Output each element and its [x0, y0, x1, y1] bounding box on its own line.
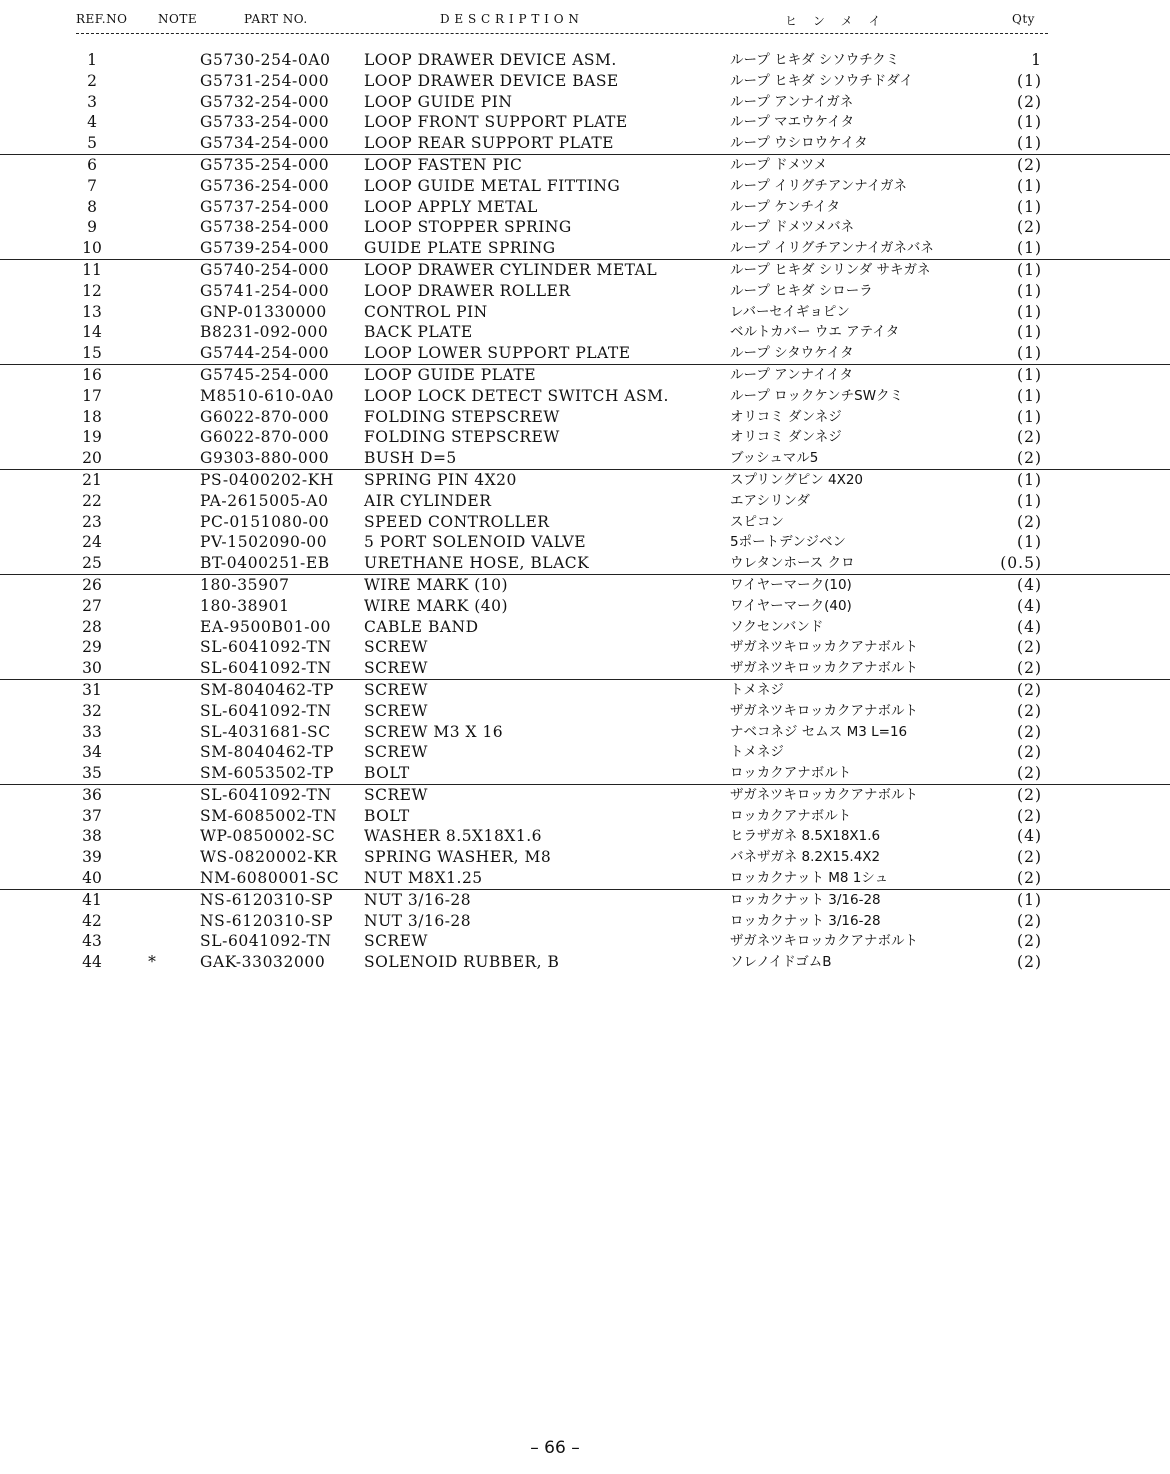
part-no-cell: 180-35907: [200, 575, 290, 594]
table-row: [0, 197, 1170, 218]
qty-cell: (1): [1017, 71, 1042, 90]
qty-cell: (1): [1017, 323, 1042, 342]
ref-no-cell: 7: [87, 176, 97, 195]
part-no-cell: SM-8040462-TP: [200, 680, 335, 699]
ref-no-cell: 9: [87, 218, 97, 237]
table-row: [0, 491, 1170, 512]
description-cell: NUT 3/16-28: [364, 911, 472, 930]
qty-cell: (1): [1017, 890, 1042, 909]
qty-cell: (2): [1017, 848, 1042, 867]
description-cell: SPRING WASHER, M8: [364, 848, 552, 867]
ref-no-cell: 15: [82, 344, 102, 363]
table-row: [0, 154, 1170, 176]
description-cell: SCREW M3 X 16: [364, 722, 504, 741]
table-row: [0, 112, 1170, 133]
description-cell: GUIDE PLATE SPRING: [364, 239, 556, 258]
part-no-cell: M8510-610-0A0: [200, 386, 335, 405]
ref-no-cell: 23: [82, 512, 102, 531]
part-no-cell: SL-4031681-SC: [200, 722, 331, 741]
ref-no-cell: 35: [82, 764, 102, 783]
part-no-cell: G5740-254-000: [200, 260, 330, 279]
kana-cell: オリコミ ダンネジ: [730, 429, 842, 446]
qty-cell: (2): [1017, 953, 1042, 972]
kana-cell: トメネジ: [730, 744, 784, 761]
table-row: [0, 617, 1170, 638]
ref-no-cell: 30: [82, 659, 102, 678]
part-no-cell: NS-6120310-SP: [200, 890, 334, 909]
table-row: [0, 784, 1170, 806]
description-cell: SPEED CONTROLLER: [364, 512, 550, 531]
kana-cell: ナベコネジ セムス M3 L=16: [730, 723, 908, 740]
qty-cell: (2): [1017, 659, 1042, 678]
description-cell: BUSH D=5: [364, 449, 457, 468]
kana-cell: ブッシュマル5: [730, 450, 819, 467]
ref-no-cell: 33: [82, 722, 102, 741]
description-cell: NUT 3/16-28: [364, 890, 472, 909]
description-cell: 5 PORT SOLENOID VALVE: [364, 533, 587, 552]
ref-no-cell: 34: [82, 743, 102, 762]
table-row: [0, 637, 1170, 658]
kana-cell: ウレタンホース クロ: [730, 555, 855, 572]
qty-cell: (2): [1017, 638, 1042, 657]
table-row: [0, 259, 1170, 281]
header-rule: [76, 33, 1048, 34]
qty-cell: (0.5): [1000, 554, 1042, 573]
kana-cell: ワイヤーマーク(10): [730, 576, 852, 593]
qty-cell: (1): [1017, 239, 1042, 258]
qty-cell: (1): [1017, 470, 1042, 489]
table-row: [0, 469, 1170, 491]
table-row: [0, 806, 1170, 827]
ref-no-cell: 28: [82, 617, 102, 636]
kana-cell: ループ イリグチアンナイガネバネ: [730, 240, 934, 257]
table-row: [0, 281, 1170, 302]
part-no-cell: SM-6053502-TP: [200, 764, 335, 783]
ref-no-cell: 42: [82, 911, 102, 930]
description-cell: LOOP STOPPER SPRING: [364, 218, 572, 237]
kana-cell: ソレノイドゴムB: [730, 954, 832, 971]
ref-no-cell: 43: [82, 932, 102, 951]
description-cell: LOOP GUIDE PIN: [364, 92, 513, 111]
ref-no-cell: 21: [82, 470, 102, 489]
kana-cell: ループ アンナイガネ: [730, 93, 854, 110]
table-row: [0, 71, 1170, 92]
kana-cell: ロッカクナット 3/16-28: [730, 891, 881, 908]
description-cell: SCREW: [364, 680, 428, 699]
ref-no-cell: 31: [82, 680, 102, 699]
ref-no-cell: 17: [82, 386, 102, 405]
part-no-cell: SL-6041092-TN: [200, 785, 332, 804]
qty-cell: (2): [1017, 869, 1042, 888]
ref-no-cell: 27: [82, 596, 102, 615]
kana-cell: レバーセイギョピン: [730, 303, 850, 320]
table-row: [0, 701, 1170, 722]
qty-cell: (1): [1017, 197, 1042, 216]
table-row: [0, 343, 1170, 364]
kana-cell: ザガネツキロッカクアナボルト: [730, 639, 919, 656]
kana-cell: ループ ウシロウケイタ: [730, 135, 868, 152]
part-no-cell: G5744-254-000: [200, 344, 330, 363]
header-part-no: PART NO.: [244, 12, 308, 26]
ref-no-cell: 8: [87, 197, 97, 216]
ref-no-cell: 11: [82, 260, 102, 279]
table-row: [0, 512, 1170, 533]
qty-cell: (2): [1017, 449, 1042, 468]
kana-cell: ザガネツキロッカクアナボルト: [730, 933, 919, 950]
table-row: [0, 322, 1170, 343]
part-no-cell: G5745-254-000: [200, 365, 330, 384]
part-no-cell: G5735-254-000: [200, 155, 330, 174]
description-cell: SCREW: [364, 659, 428, 678]
table-row: [0, 574, 1170, 596]
kana-cell: ループ ドメツメ: [730, 156, 828, 173]
part-no-cell: WP-0850002-SC: [200, 827, 336, 846]
kana-cell: ループ シタウケイタ: [730, 345, 854, 362]
part-no-cell: WS-0820002-KR: [200, 848, 338, 867]
kana-cell: ワイヤーマーク(40): [730, 597, 852, 614]
part-no-cell: NS-6120310-SP: [200, 911, 334, 930]
ref-no-cell: 3: [87, 92, 97, 111]
table-row: [0, 658, 1170, 679]
description-cell: NUT M8X1.25: [364, 869, 483, 888]
part-no-cell: B8231-092-000: [200, 323, 329, 342]
qty-cell: (4): [1017, 617, 1042, 636]
kana-cell: エアシリンダ: [730, 492, 810, 509]
description-cell: SCREW: [364, 932, 428, 951]
ref-no-cell: 39: [82, 848, 102, 867]
qty-cell: (1): [1017, 302, 1042, 321]
table-row: [0, 92, 1170, 113]
table-row: [0, 952, 1170, 973]
description-cell: URETHANE HOSE, BLACK: [364, 554, 590, 573]
description-cell: LOOP LOWER SUPPORT PLATE: [364, 344, 631, 363]
description-cell: FOLDING STEPSCREW: [364, 407, 560, 426]
description-cell: LOOP REAR SUPPORT PLATE: [364, 134, 614, 153]
table-row: [0, 50, 1170, 71]
table-row: [0, 847, 1170, 868]
part-no-cell: G5741-254-000: [200, 281, 330, 300]
header-kana: ヒ ン メ イ: [785, 14, 887, 28]
description-cell: FOLDING STEPSCREW: [364, 428, 560, 447]
qty-cell: (1): [1017, 344, 1042, 363]
part-no-cell: G5738-254-000: [200, 218, 330, 237]
table-row: [0, 553, 1170, 574]
table-row: [0, 386, 1170, 407]
header-note: NOTE: [158, 12, 198, 26]
qty-cell: (2): [1017, 806, 1042, 825]
kana-cell: スプリングピン 4X20: [730, 471, 863, 488]
part-no-cell: G6022-870-000: [200, 407, 330, 426]
kana-cell: バネザガネ 8.2X15.4X2: [730, 849, 881, 866]
description-cell: LOOP DRAWER DEVICE BASE: [364, 71, 619, 90]
table-row: [0, 911, 1170, 932]
description-cell: BOLT: [364, 806, 410, 825]
header-qty: Qty: [1012, 12, 1035, 26]
kana-cell: ループ ドメツメバネ: [730, 219, 855, 236]
table-row: [0, 176, 1170, 197]
ref-no-cell: 22: [82, 491, 102, 510]
part-no-cell: G6022-870-000: [200, 428, 330, 447]
kana-cell: ループ イリグチアンナイガネ: [730, 177, 907, 194]
table-row: [0, 448, 1170, 469]
qty-cell: (1): [1017, 491, 1042, 510]
table-row: [0, 763, 1170, 784]
part-no-cell: NM-6080001-SC: [200, 869, 340, 888]
qty-cell: (1): [1017, 260, 1042, 279]
description-cell: SCREW: [364, 638, 428, 657]
qty-cell: (1): [1017, 407, 1042, 426]
description-cell: BOLT: [364, 764, 410, 783]
qty-cell: (1): [1017, 365, 1042, 384]
part-no-cell: G9303-880-000: [200, 449, 330, 468]
qty-cell: (2): [1017, 680, 1042, 699]
part-no-cell: G5733-254-000: [200, 113, 330, 132]
kana-cell: ループ ヒキダ シソウチドダイ: [730, 72, 914, 89]
description-cell: LOOP GUIDE PLATE: [364, 365, 537, 384]
ref-no-cell: 19: [82, 428, 102, 447]
description-cell: BACK PLATE: [364, 323, 473, 342]
description-cell: SCREW: [364, 785, 428, 804]
qty-cell: (1): [1017, 134, 1042, 153]
kana-cell: ループ ヒキダ シリンダ サキガネ: [730, 261, 931, 278]
table-row: [0, 722, 1170, 743]
kana-cell: ザガネツキロッカクアナボルト: [730, 660, 919, 677]
description-cell: AIR CYLINDER: [364, 491, 492, 510]
ref-no-cell: 32: [82, 701, 102, 720]
qty-cell: (2): [1017, 764, 1042, 783]
kana-cell: ループ ヒキダ シソウチクミ: [730, 52, 900, 68]
kana-cell: ループ アンナイイタ: [730, 366, 853, 383]
kana-cell: ロッカクアナボルト: [730, 807, 852, 824]
qty-cell: (2): [1017, 722, 1042, 741]
table-row: [0, 133, 1170, 154]
ref-no-cell: 26: [82, 575, 102, 594]
qty-cell: (4): [1017, 827, 1042, 846]
part-no-cell: SM-6085002-TN: [200, 806, 338, 825]
kana-cell: ザガネツキロッカクアナボルト: [730, 786, 919, 803]
ref-no-cell: 10: [82, 239, 102, 258]
part-no-cell: G5737-254-000: [200, 197, 330, 216]
table-row: [0, 826, 1170, 847]
part-no-cell: G5736-254-000: [200, 176, 330, 195]
ref-no-cell: 44: [82, 953, 102, 972]
ref-no-cell: 1: [87, 51, 97, 69]
kana-cell: 5ポートデンジベン: [730, 534, 846, 551]
part-no-cell: PV-1502090-00: [200, 533, 328, 552]
qty-cell: (2): [1017, 512, 1042, 531]
part-no-cell: BT-0400251-EB: [200, 554, 330, 573]
description-cell: LOOP DRAWER DEVICE ASM.: [364, 51, 617, 69]
part-no-cell: GNP-01330000: [200, 302, 327, 321]
description-cell: SPRING PIN 4X20: [364, 470, 517, 489]
part-no-cell: PS-0400202-KH: [200, 470, 335, 489]
part-no-cell: EA-9500B01-00: [200, 617, 332, 636]
qty-cell: (1): [1017, 281, 1042, 300]
part-no-cell: 180-38901: [200, 596, 290, 615]
kana-cell: トメネジ: [730, 681, 784, 698]
ref-no-cell: 40: [82, 869, 102, 888]
ref-no-cell: 13: [82, 302, 102, 321]
header-ref-no: REF.NO: [76, 12, 128, 26]
kana-cell: ロッカクアナボルト: [730, 765, 852, 782]
description-cell: LOOP LOCK DETECT SWITCH ASM.: [364, 386, 669, 405]
part-no-cell: G5732-254-000: [200, 92, 330, 111]
ref-no-cell: 14: [82, 323, 102, 342]
description-cell: LOOP DRAWER CYLINDER METAL: [364, 260, 658, 279]
header-description: D E S C R I P T I O N: [440, 12, 580, 26]
qty-cell: (1): [1017, 176, 1042, 195]
ref-no-cell: 37: [82, 806, 102, 825]
description-cell: WASHER 8.5X18X1.6: [364, 827, 542, 846]
part-no-cell: SL-6041092-TN: [200, 932, 332, 951]
page-number: – 66 –: [530, 1438, 580, 1458]
description-cell: LOOP GUIDE METAL FITTING: [364, 176, 621, 195]
qty-cell: (2): [1017, 92, 1042, 111]
qty-cell: (2): [1017, 911, 1042, 930]
part-no-cell: G5734-254-000: [200, 134, 330, 153]
description-cell: CONTROL PIN: [364, 302, 488, 321]
table-row: [0, 742, 1170, 763]
ref-no-cell: 36: [82, 785, 102, 804]
ref-no-cell: 18: [82, 407, 102, 426]
qty-cell: (2): [1017, 701, 1042, 720]
table-row: [0, 217, 1170, 238]
description-cell: SOLENOID RUBBER, B: [364, 953, 560, 972]
kana-cell: ベルトカバー ウエ アテイタ: [730, 324, 900, 341]
qty-cell: (2): [1017, 743, 1042, 762]
qty-cell: (2): [1017, 155, 1042, 174]
table-row: [0, 931, 1170, 952]
part-no-cell: SM-8040462-TP: [200, 743, 335, 762]
table-row: [0, 868, 1170, 889]
part-no-cell: SL-6041092-TN: [200, 638, 332, 657]
ref-no-cell: 24: [82, 533, 102, 552]
ref-no-cell: 5: [87, 134, 97, 153]
part-no-cell: G5739-254-000: [200, 239, 330, 258]
qty-cell: (2): [1017, 428, 1042, 447]
table-row: [0, 679, 1170, 701]
ref-no-cell: 16: [82, 365, 102, 384]
ref-no-cell: 25: [82, 554, 102, 573]
description-cell: SCREW: [364, 743, 428, 762]
ref-no-cell: 41: [82, 890, 102, 909]
table-row: [0, 302, 1170, 323]
ref-no-cell: 12: [82, 281, 102, 300]
description-cell: LOOP APPLY METAL: [364, 197, 538, 216]
description-cell: CABLE BAND: [364, 617, 479, 636]
kana-cell: オリコミ ダンネジ: [730, 408, 842, 425]
ref-no-cell: 38: [82, 827, 102, 846]
kana-cell: ループ ケンチイタ: [730, 198, 840, 215]
qty-cell: (1): [1017, 386, 1042, 405]
description-cell: LOOP DRAWER ROLLER: [364, 281, 571, 300]
part-no-cell: SL-6041092-TN: [200, 659, 332, 678]
qty-cell: (2): [1017, 218, 1042, 237]
qty-cell: (1): [1017, 533, 1042, 552]
kana-cell: ループ ヒキダ シローラ: [730, 282, 873, 299]
note-cell: *: [148, 953, 156, 972]
qty-cell: (4): [1017, 596, 1042, 615]
kana-cell: ザガネツキロッカクアナボルト: [730, 702, 919, 719]
kana-cell: ソクセンバンド: [730, 618, 824, 635]
kana-cell: ループ ロックケンチSWクミ: [730, 387, 904, 404]
qty-cell: (2): [1017, 932, 1042, 951]
kana-cell: ロッカクナット M8 1シュ: [730, 870, 889, 887]
part-no-cell: PA-2615005-A0: [200, 491, 329, 510]
parts-table: [0, 50, 1170, 973]
table-row: [0, 889, 1170, 911]
part-no-cell: SL-6041092-TN: [200, 701, 332, 720]
part-no-cell: G5730-254-0A0: [200, 51, 331, 69]
description-cell: LOOP FASTEN PIC: [364, 155, 523, 174]
qty-cell: (4): [1017, 575, 1042, 594]
table-row: [0, 364, 1170, 386]
table-row: [0, 427, 1170, 448]
kana-cell: ループ マエウケイタ: [730, 114, 855, 131]
part-no-cell: GAK-33032000: [200, 953, 326, 972]
ref-no-cell: 20: [82, 449, 102, 468]
description-cell: LOOP FRONT SUPPORT PLATE: [364, 113, 628, 132]
ref-no-cell: 29: [82, 638, 102, 657]
ref-no-cell: 2: [87, 71, 97, 90]
kana-cell: ヒラザガネ 8.5X18X1.6: [730, 828, 881, 845]
table-row: [0, 407, 1170, 428]
description-cell: WIRE MARK (10): [364, 575, 509, 594]
description-cell: WIRE MARK (40): [364, 596, 509, 615]
table-row: [0, 238, 1170, 259]
qty-cell: (1): [1017, 113, 1042, 132]
ref-no-cell: 4: [87, 113, 97, 132]
ref-no-cell: 6: [87, 155, 97, 174]
part-no-cell: G5731-254-000: [200, 71, 330, 90]
table-row: [0, 596, 1170, 617]
description-cell: SCREW: [364, 701, 428, 720]
qty-cell: (2): [1017, 785, 1042, 804]
part-no-cell: PC-0151080-00: [200, 512, 330, 531]
table-row: [0, 532, 1170, 553]
kana-cell: スピコン: [730, 513, 784, 530]
kana-cell: ロッカクナット 3/16-28: [730, 912, 881, 929]
qty-cell: 1: [1031, 51, 1042, 69]
